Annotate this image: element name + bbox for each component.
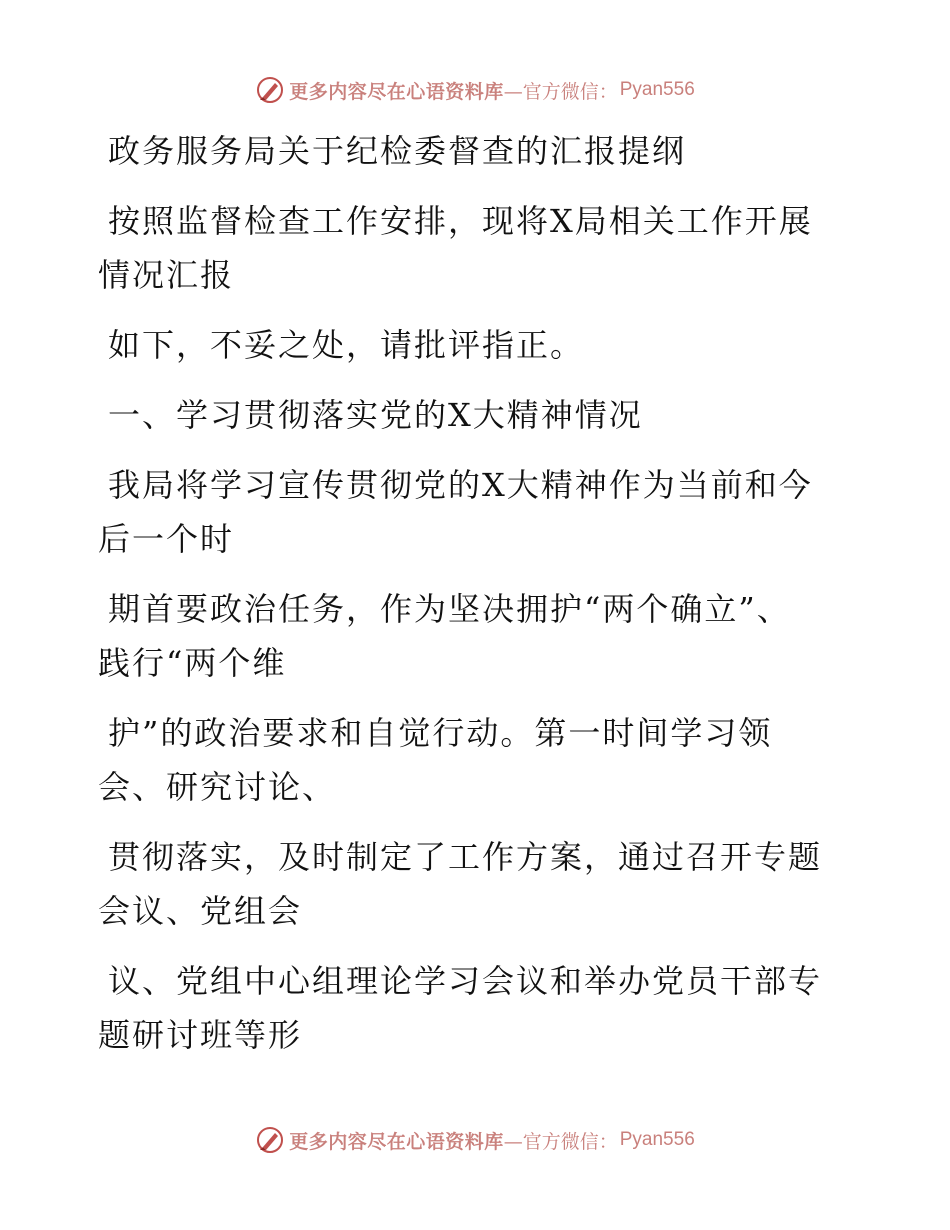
watermark-wechat-id: Pyan556 <box>619 1129 695 1150</box>
paragraph-line: 贯彻落实，及时制定了工作方案，通过召开专题 <box>108 838 823 876</box>
watermark-wechat-id: Pyan556 <box>619 79 695 100</box>
paragraph-line: 践行“两个维 <box>98 644 287 682</box>
header-watermark <box>0 70 950 110</box>
paragraph-line: 护”的政治要求和自觉行动。第一时间学习领 <box>108 714 773 752</box>
paragraph-line: 按照监督检查工作安排，现将X局相关工作开展 <box>108 202 813 240</box>
paragraph-line: 期首要政治任务，作为坚决拥护“两个确立”、 <box>108 590 791 628</box>
document-title: 政务服务局关于纪检委督查的汇报提纲 <box>108 132 687 170</box>
pen-logo-icon <box>255 1125 285 1155</box>
paragraph-line: 会议、党组会 <box>98 892 303 930</box>
watermark-site-text: 更多内容尽在心语资料库 <box>289 80 504 103</box>
document-body <box>98 124 838 1062</box>
paragraph-line: 题研讨班等形 <box>98 1016 303 1054</box>
paragraph-line: 如下，不妥之处，请批评指正。 <box>108 326 585 364</box>
paragraph-line: 情况汇报 <box>98 256 235 294</box>
watermark-dash-text: —官方微信： <box>503 80 618 103</box>
paragraph-line: 会、研究讨论、 <box>98 768 337 806</box>
paragraph-line: 后一个时 <box>98 520 235 558</box>
section-heading: 一、学习贯彻落实党的X大精神情况 <box>108 396 643 434</box>
paragraph-line: 我局将学习宣传贯彻党的X大精神作为当前和今 <box>108 466 813 504</box>
watermark-dash-text: —官方微信： <box>503 1130 618 1153</box>
paragraph-line: 议、党组中心组理论学习会议和举办党员干部专 <box>108 962 823 1000</box>
watermark-site-text: 更多内容尽在心语资料库 <box>289 1130 504 1153</box>
footer-watermark <box>0 1120 950 1160</box>
pen-logo-icon <box>255 75 285 105</box>
